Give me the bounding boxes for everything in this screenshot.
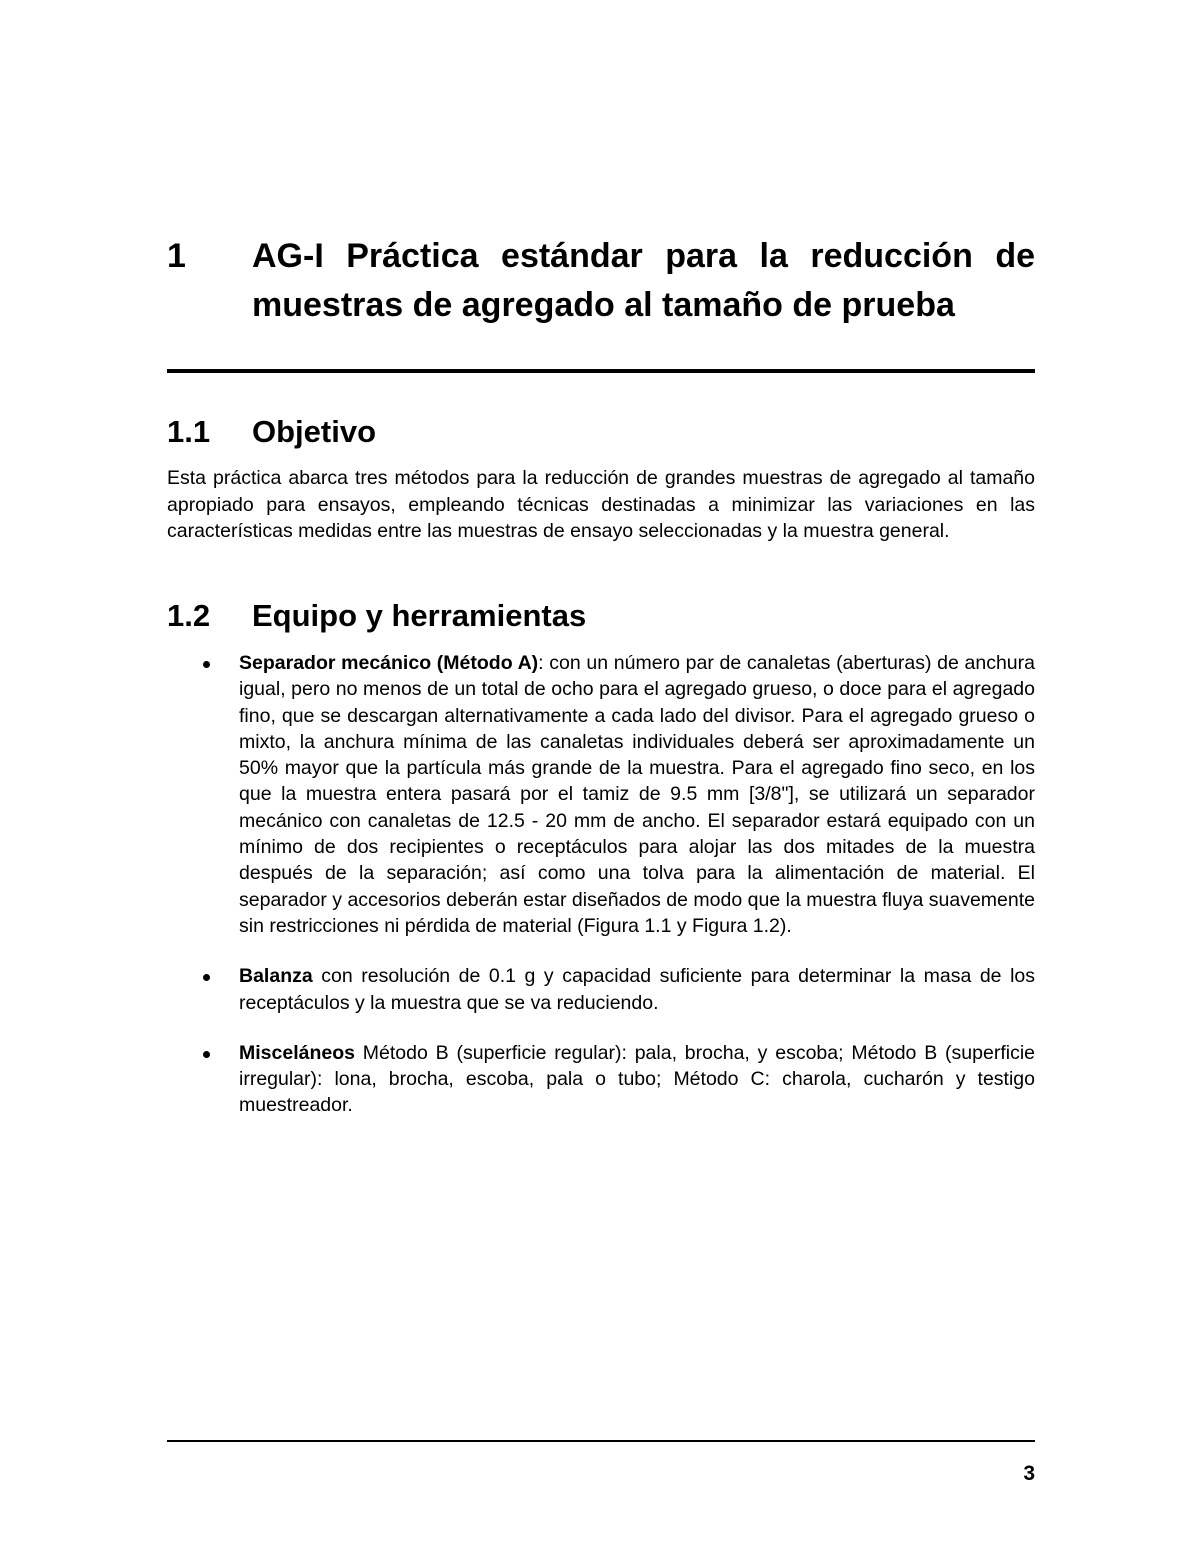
item-term: Misceláneos (239, 1041, 355, 1064)
chapter-rule (167, 369, 1035, 373)
objetivo-paragraph: Esta práctica abarca tres métodos para la reducción de grandes muestras de agregado al tamaño apropiado para ensayos, empleando técnicas destinadas a minimizar las variaciones en las características medidas entre las muestras de ensayo seleccionadas y la muestra general. (167, 467, 1035, 542)
item-text: : con un número par de canaletas (aberturas) de anchura igual, pero no menos de un total de ocho para el agregado grueso, o doce para el agregado fino, que se descargan alternativamente a cada lado del divisor. Para el agregado grueso o mixto, la anchura mínima de las canaletas individuales deberá ser aproximadamente un 50% mayor que la partícula más grande de la muestra. Para el agregado fino seco, en los que la muestra entera pasará por el tamiz de 9.5 mm [3/8"], se utilizará un separador mecánico con canaletas de 12.5 - 20 mm de ancho. El separador estará equipado con un mínimo de dos recipientes o receptáculos para alojar las dos mitades de la muestra después de la separación; así como una tolva para la alimentación de material. El separador y accesorios deberán estar diseñados de modo que la muestra fluya suavemente sin restricciones ni pérdida de material (Figura 1.1 y Figura 1.2). (239, 652, 1035, 937)
section-number: 1.1 (167, 414, 211, 449)
section-heading-equipo (167, 596, 1035, 636)
section-title: Equipo y herramientas (252, 598, 587, 633)
bullet-icon (203, 1051, 210, 1058)
list-item (167, 963, 1035, 1016)
list-item (167, 1040, 1035, 1119)
page-number: 3 (1023, 1462, 1035, 1485)
bullet-icon (203, 661, 210, 668)
section-heading-objetivo (167, 412, 1035, 452)
item-term: Separador mecánico (Método A) (239, 652, 539, 674)
equipment-list (167, 650, 1035, 1143)
item-term: Balanza (239, 965, 313, 988)
item-text: con resolución de 0.1 g y capacidad suficiente para determinar la masa de los receptáculos y la muestra que se va reduciendo. (239, 965, 1035, 1014)
chapter-number: 1 (167, 237, 186, 275)
bullet-icon (203, 974, 210, 981)
item-text: Método B (superficie regular): pala, brocha, y escoba; Método B (superficie irregular): lona, brocha, escoba, pala o tubo; Método C: charola, cucharón y testigo muestreador. (239, 1041, 1035, 1117)
chapter-title: AG-I Práctica estándar para la reducción de muestras de agregado al tamaño de prueba (252, 237, 1035, 324)
footer-rule (167, 1440, 1035, 1442)
list-item (167, 650, 1035, 939)
section-number: 1.2 (167, 598, 211, 633)
section-title: Objetivo (252, 414, 377, 449)
